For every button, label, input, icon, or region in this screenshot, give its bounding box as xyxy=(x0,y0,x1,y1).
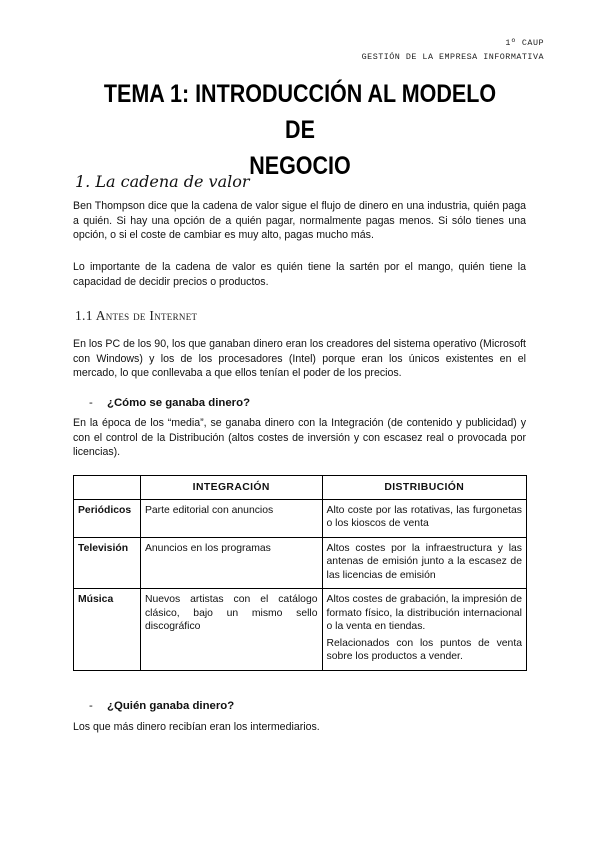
title-line-1: TEMA 1: INTRODUCCIÓN AL MODELO DE xyxy=(103,80,497,144)
table-header-empty xyxy=(74,476,141,500)
paragraph-who-money: Los que más dinero recibían eran los intermediarios. xyxy=(73,721,320,733)
table-row xyxy=(74,499,527,537)
table-row xyxy=(74,537,527,589)
section-heading-value-chain: 1. La cadena de valor xyxy=(75,172,250,191)
bullet-dash: - xyxy=(89,700,93,712)
document-title xyxy=(94,76,507,184)
table-header-row xyxy=(74,476,527,500)
cell-distribution-part-2: Relacionados con los puntos de venta sobre los productos a vender. xyxy=(326,637,522,662)
table-row xyxy=(74,589,527,671)
cell-distribution xyxy=(322,589,526,671)
table-header-distribution: DISTRIBUCIÓN xyxy=(322,476,526,500)
paragraph-before-internet: En los PC de los 90, los que ganaban dinero eran los creadores del sistema operativo (Microsoft con Windows) y los de los procesadores (Intel) porque eran los únicos existentes en el mercado, lo que conllevaba a que ellos tenían el poder de los precios. xyxy=(73,338,526,379)
bullet-how-money-label: ¿Cómo se ganaba dinero? xyxy=(107,397,251,409)
cell-distribution: Alto coste por las rotativas, las furgonetas o los kioscos de venta xyxy=(322,499,526,537)
bullet-how-money xyxy=(89,397,250,409)
cell-integration: Parte editorial con anuncios xyxy=(140,499,322,537)
cell-integration: Anuncios en los programas xyxy=(140,537,322,589)
paragraph-value-chain-1: Ben Thompson dice que la cadena de valor sigue el flujo de dinero en una industria, quién paga a quién. Si hay una opción de a quién pagar, normalmente pagas menos. Si sólo tienes una opción, o si el coste de cambiar es muy alto, pagas mucho más. xyxy=(73,200,526,241)
row-label-television: Televisión xyxy=(74,537,141,589)
paragraph-how-money: En la época de los “media”, se ganaba dinero con la Integración (de contenido y publicidad) y con el control de la Distribución (altos costes de inversión y con escasez real o provocada por licencias). xyxy=(73,417,526,458)
subsection-heading-before-internet: 1.1 Antes de Internet xyxy=(75,308,198,323)
subject-label: GESTIÓN DE LA EMPRESA INFORMATIVA xyxy=(361,52,544,62)
bullet-dash: - xyxy=(89,397,93,409)
table-header-integration: INTEGRACIÓN xyxy=(140,476,322,500)
page-header xyxy=(362,36,544,64)
cell-distribution: Altos costes por la infraestructura y las antenas de emisión junto a la escasez de las licencias de emisión xyxy=(322,537,526,589)
bullet-who-money xyxy=(89,700,234,712)
cell-integration: Nuevos artistas con el catálogo clásico, bajo un mismo sello discográfico xyxy=(140,589,322,671)
row-label-newspapers: Periódicos xyxy=(74,499,141,537)
title-line-2: NEGOCIO xyxy=(249,152,351,180)
course-label: 1º CAUP xyxy=(505,38,544,48)
value-chain-table xyxy=(73,475,527,671)
bullet-who-money-label: ¿Quién ganaba dinero? xyxy=(107,700,235,712)
cell-distribution-part-1: Altos costes de grabación, la impresión de formato físico, la distribución internacional o la venta en tiendas. xyxy=(326,594,522,632)
paragraph-value-chain-2: Lo importante de la cadena de valor es quién tiene la sartén por el mango, quién tiene la capacidad de decidir precios o productos. xyxy=(73,261,526,288)
row-label-music: Música xyxy=(74,589,141,671)
